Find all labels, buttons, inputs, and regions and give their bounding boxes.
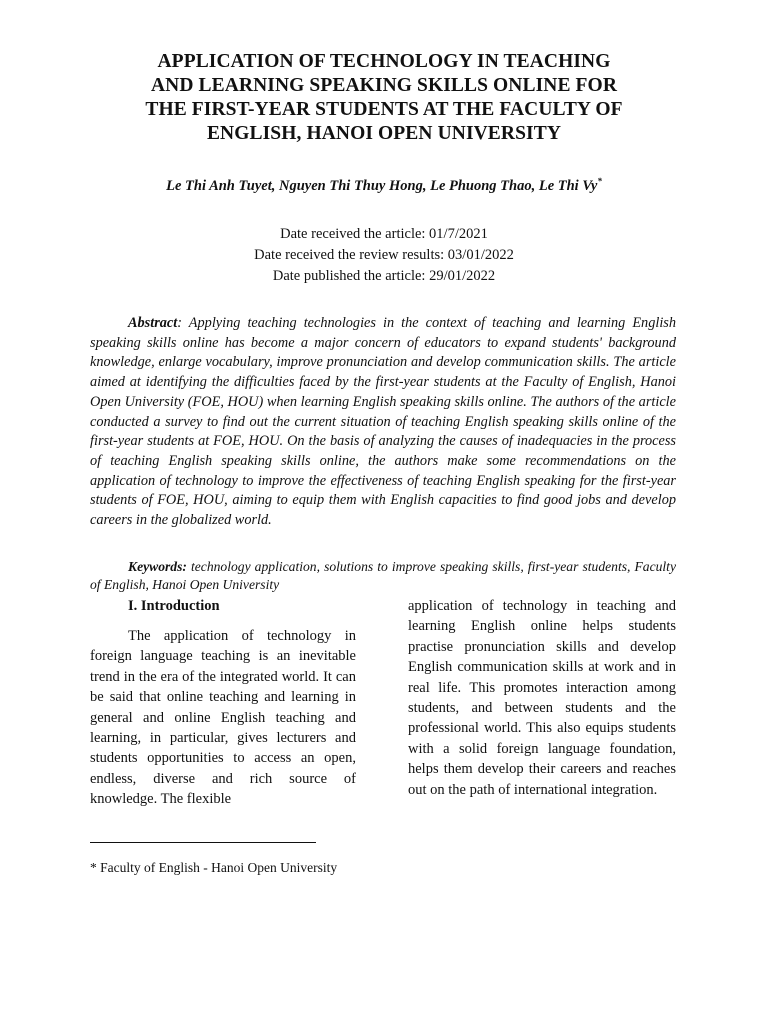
paper-title <box>90 50 678 146</box>
footnote-rule <box>90 842 316 843</box>
section-heading: I. Introduction <box>128 598 220 614</box>
footnote: * Faculty of English - Hanoi Open University <box>90 860 338 875</box>
date-published: Date published the article: 29/01/2022 <box>272 268 496 284</box>
author-names: Le Thi Anh Tuyet, Nguyen Thi Thuy Hong, Le Phuong Thao, Le Thi Vy <box>166 177 598 194</box>
abstract-label: Abstract <box>128 315 178 331</box>
abstract-text: : Applying teaching technologies in the context of teaching and learning English speaking skills online has become a major concern of educators to expand students' background knowledge, enlarge vocabulary, improve pronunciation and develop communication skills. The article aimed at identifying the difficulties faced by the first-year students at the Faculty of English, Hanoi Open University (FOE, HOU) when learning English speaking skills online. The authors of the article conducted a survey to find out the current situation of teaching English speaking skills online of the first-year students at FOE, HOU. On the basis of analyzing the causes of inadequacies in the process of teaching English speaking skills online, the authors make some recommendations on the application of technology to improve the effectiveness of teaching English speaking for the first-year students of FOE, HOU, aiming to equip them with English capacities to find good jobs and develop careers in the globalized world. <box>90 315 676 529</box>
abstract <box>90 314 676 531</box>
title-line: THE FIRST-YEAR STUDENTS AT THE FACULTY OF <box>145 99 623 120</box>
title-line: APPLICATION OF TECHNOLOGY IN TEACHING <box>157 51 611 72</box>
title-line: AND LEARNING SPEAKING SKILLS ONLINE FOR <box>150 75 618 96</box>
date-review: Date received the review results: 03/01/2022 <box>254 247 514 263</box>
keywords-label: Keywords: <box>128 559 187 574</box>
author-footnote-mark: * <box>597 176 602 186</box>
intro-paragraph-left: The application of technology in foreign language teaching is an inevitable trend in the era of the integrated world. It can be said that online teaching and learning in general and online English teaching and learning, in particular, gives lecturers and students opportunities to access an open, endless, diverse and rich source of knowledge. The flexible <box>90 628 356 808</box>
keywords <box>90 558 676 594</box>
right-column <box>408 596 676 800</box>
keywords-text: technology application, solutions to improve speaking skills, first-year students, Faculty of English, Hanoi Open University <box>90 559 676 592</box>
author-list <box>90 176 678 195</box>
article-dates <box>90 224 678 287</box>
date-received: Date received the article: 01/7/2021 <box>280 226 488 242</box>
left-column <box>90 596 356 810</box>
intro-paragraph-right: application of technology in teaching and learning English online helps students practise pronunciation skills and develop English communication skills at work and in real life. This promotes interaction among students, and between students and the professional world. This also equips students with a solid foreign language foundation, helps them develop their careers and reaches out on the path of international integration. <box>408 598 676 798</box>
title-line: ENGLISH, HANOI OPEN UNIVERSITY <box>206 123 562 144</box>
